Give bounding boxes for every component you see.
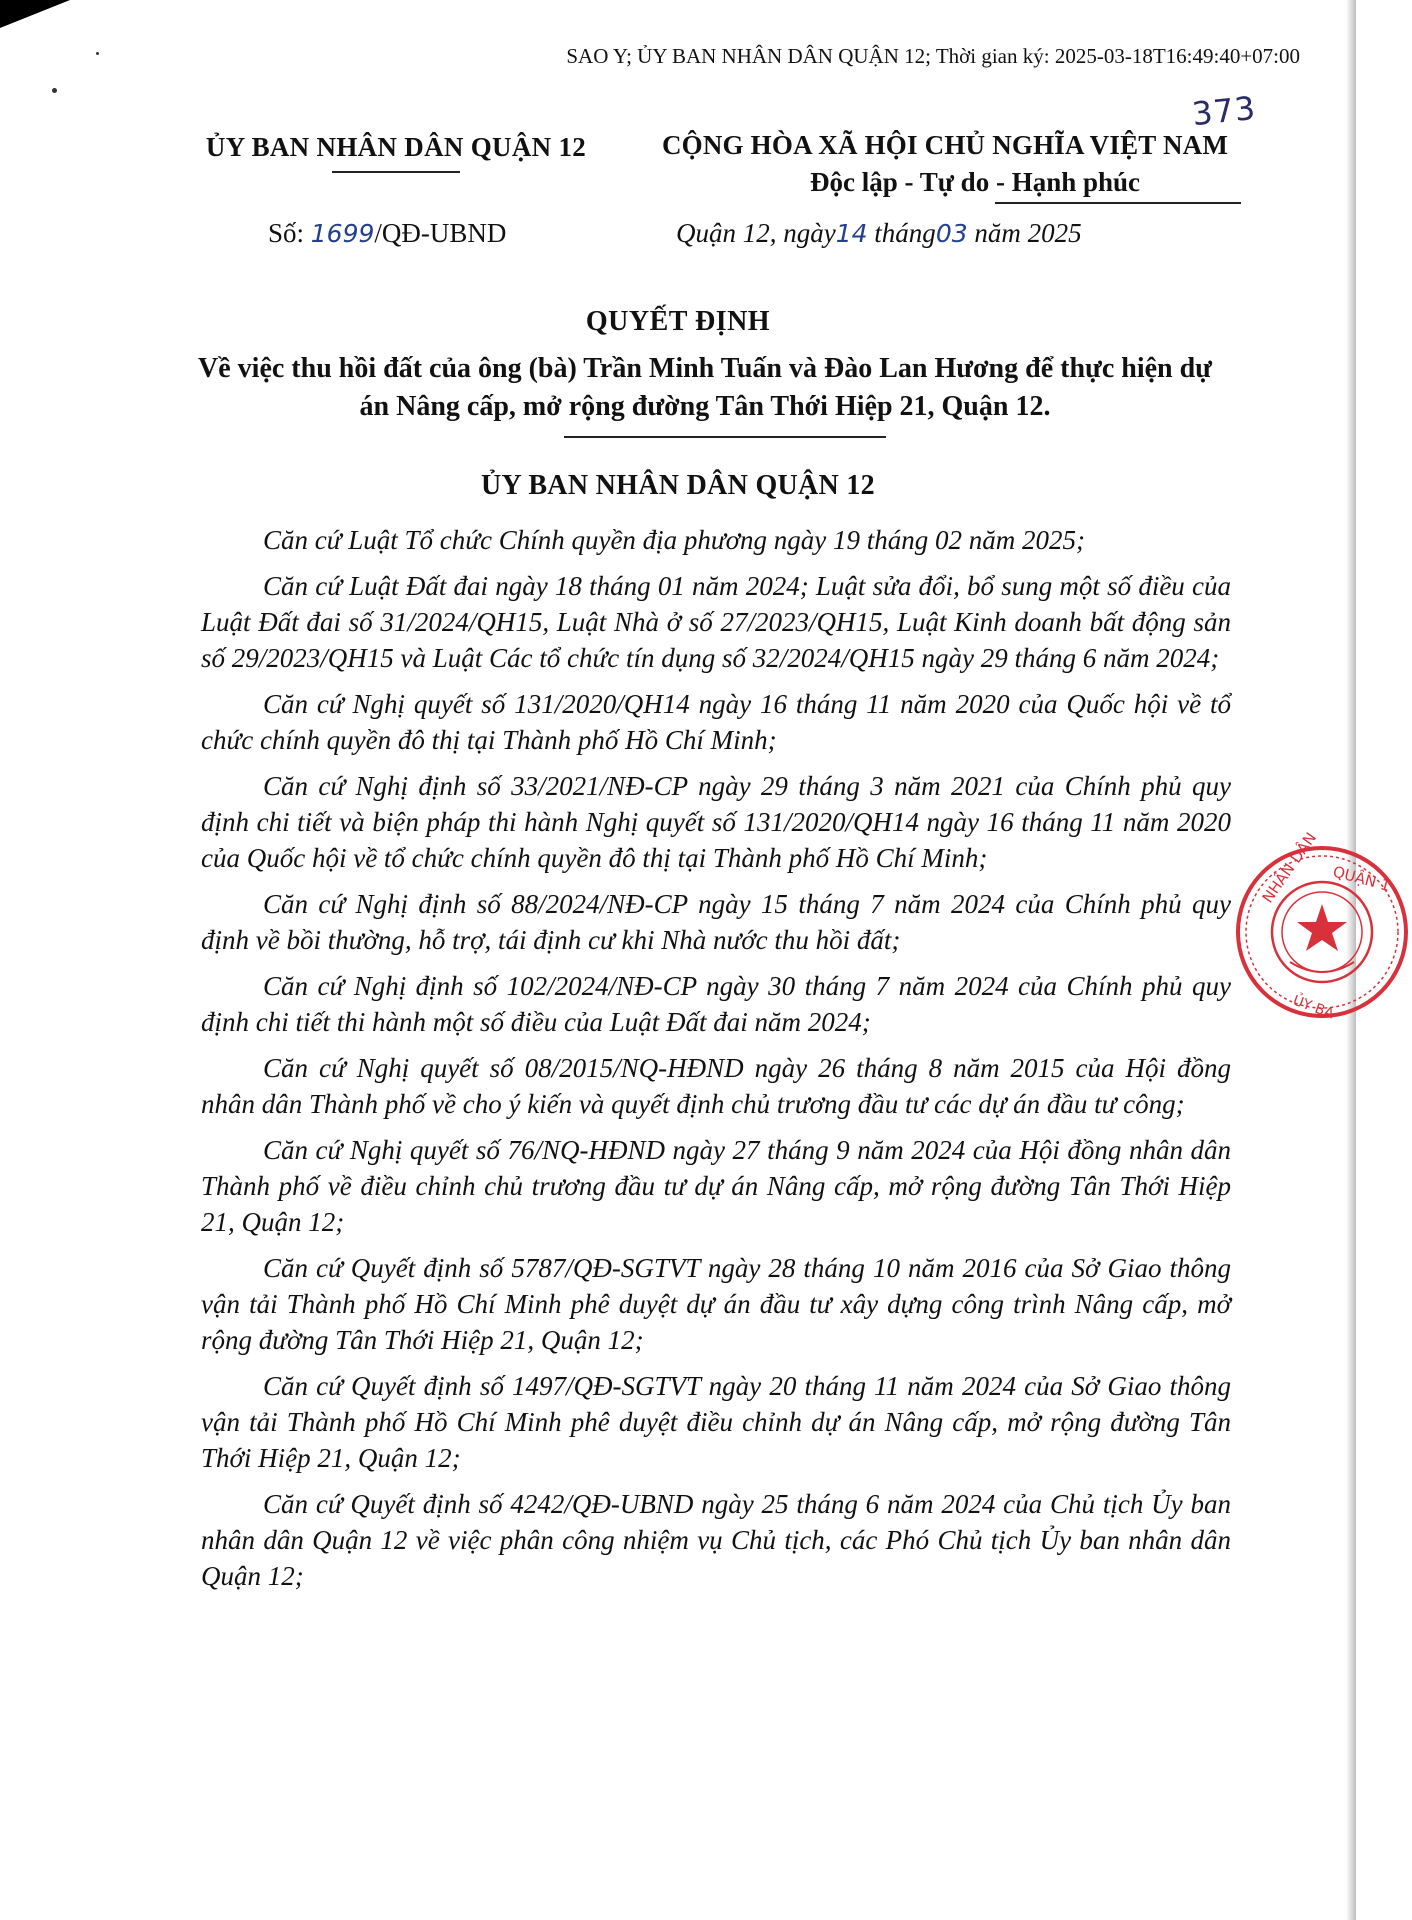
- issuer-underline: [332, 171, 460, 173]
- month-label: tháng: [867, 218, 936, 248]
- legal-basis: Căn cứ Nghị định số 88/2024/NĐ-CP ngày 15 tháng 7 năm 2024 của Chính phủ quy định về bồi thường, hỗ trợ, tái định cư khi Nhà nước thu hồi đất;: [201, 889, 1231, 955]
- svg-text:NHÂN DÂN: NHÂN DÂN: [1258, 829, 1321, 907]
- issuer-header: [176, 132, 616, 173]
- legal-basis: Căn cứ Nghị định số 33/2021/NĐ-CP ngày 29 tháng 3 năm 2021 của Chính phủ quy định chi tiết và biện pháp thi hành Nghị quyết số 131/2020/QH14 ngày 16 tháng 11 năm 2020 của Quốc hội về tổ chức chính quyền đô thị tại Thành phố Hồ Chí Minh;: [201, 771, 1231, 873]
- national-motto: Độc lập - Tự do - Hạnh phúc: [809, 167, 1141, 197]
- document-title: QUYẾT ĐỊNH: [585, 306, 771, 337]
- scan-corner-mark: [0, 0, 70, 28]
- legal-basis: Căn cứ Nghị quyết số 76/NQ-HĐND ngày 27 tháng 9 năm 2024 của Hội đồng nhân dân Thành phố về điều chỉnh chủ trương đầu tư dự án Nâng cấp, mở rộng đường Tân Thới Hiệp 21, Quận 12;: [201, 1135, 1231, 1237]
- nation-name: CỘNG HÒA XÃ HỘI CHỦ NGHĨA VIỆT NAM: [661, 130, 1229, 160]
- document-number-suffix: /QĐ-UBND: [374, 218, 507, 248]
- legal-basis: Căn cứ Quyết định số 5787/QĐ-SGTVT ngày 28 tháng 10 năm 2016 của Sở Giao thông vận tải Thành phố Hồ Chí Minh phê duyệt dự án đầu tư xây dựng công trình Nâng cấp, mở rộng đường Tân Thới Hiệp 21, Quận 12;: [201, 1253, 1231, 1355]
- copy-notice: SAO Y; ỦY BAN NHÂN DÂN QUẬN 12; Thời gian ký: 2025-03-18T16:49:40+07:00: [566, 44, 1300, 68]
- svg-text:QUẬN 1: QUẬN 1: [1330, 862, 1393, 896]
- legal-basis: Căn cứ Nghị quyết số 08/2015/NQ-HĐND ngày 26 tháng 8 năm 2015 của Hội đồng nhân dân Thành phố về cho ý kiến và quyết định chủ trương đầu tư các dự án đầu tư công;: [201, 1053, 1231, 1119]
- handwritten-page-number: 373: [1190, 88, 1258, 134]
- place-prefix: Quận 12, ngày: [676, 218, 836, 248]
- scan-speck: [52, 88, 57, 93]
- legal-basis: Căn cứ Quyết định số 1497/QĐ-SGTVT ngày 20 tháng 11 năm 2024 của Sở Giao thông vận tải Thành phố Hồ Chí Minh phê duyệt điều chỉnh dự án Nâng cấp, mở rộng đường Tân Thới Hiệp 21, Quận 12;: [201, 1371, 1231, 1473]
- legal-basis: Căn cứ Quyết định số 4242/QĐ-UBND ngày 25 tháng 6 năm 2024 của Chủ tịch Ủy ban nhân dân Quận 12 về việc phân công nhiệm vụ Chủ tịch, các Phó Chủ tịch Ủy ban nhân dân Quận 12;: [201, 1489, 1231, 1591]
- document-number-prefix: Số:: [268, 218, 311, 248]
- motto-underline: [995, 202, 1241, 204]
- document-number: [268, 218, 506, 249]
- legal-basis: Căn cứ Luật Tổ chức Chính quyền địa phương ngày 19 tháng 02 năm 2025;: [263, 525, 1086, 555]
- date-month: 03: [935, 219, 968, 248]
- document-subject: Về việc thu hồi đất của ông (bà) Trần Minh Tuấn và Đào Lan Hương để thực hiện dự án Nâng cấp, mở rộng đường Tân Thới Hiệp 21, Quận 12.: [198, 353, 1212, 422]
- legal-basis: Căn cứ Nghị định số 102/2024/NĐ-CP ngày 30 tháng 7 năm 2024 của Chính phủ quy định chi tiết thi hành một số điều của Luật Đất đai năm 2024;: [201, 971, 1231, 1037]
- national-header: [615, 130, 1275, 204]
- legal-bases: [201, 522, 1231, 1604]
- document-number-value: 1699: [310, 219, 375, 248]
- subject-underline: [564, 436, 886, 438]
- issuer-name: ỦY BAN NHÂN DÂN QUẬN 12: [205, 132, 587, 162]
- place-and-date: [676, 218, 1082, 249]
- official-seal-stamp: [1232, 829, 1412, 1023]
- date-year: năm 2025: [967, 218, 1082, 248]
- scan-speck: [96, 52, 99, 55]
- date-day: 14: [835, 219, 868, 248]
- legal-basis: Căn cứ Nghị quyết số 131/2020/QH14 ngày 16 tháng 11 năm 2020 của Quốc hội về tổ chức chính quyền đô thị tại Thành phố Hồ Chí Minh;: [201, 689, 1231, 755]
- legal-basis: Căn cứ Luật Đất đai ngày 18 tháng 01 năm 2024; Luật sửa đổi, bổ sung một số điều của Luật Đất đai số 31/2024/QH15, Luật Nhà ở số 27/2023/QH15, Luật Kinh doanh bất động sản số 29/2023/QH15 và Luật Các tổ chức tín dụng số 32/2024/QH15 ngày 29 tháng 6 năm 2024;: [201, 571, 1231, 673]
- issuing-authority: ỦY BAN NHÂN DÂN QUẬN 12: [481, 470, 875, 501]
- svg-text:ỦY BA: ỦY BA: [1290, 992, 1336, 1023]
